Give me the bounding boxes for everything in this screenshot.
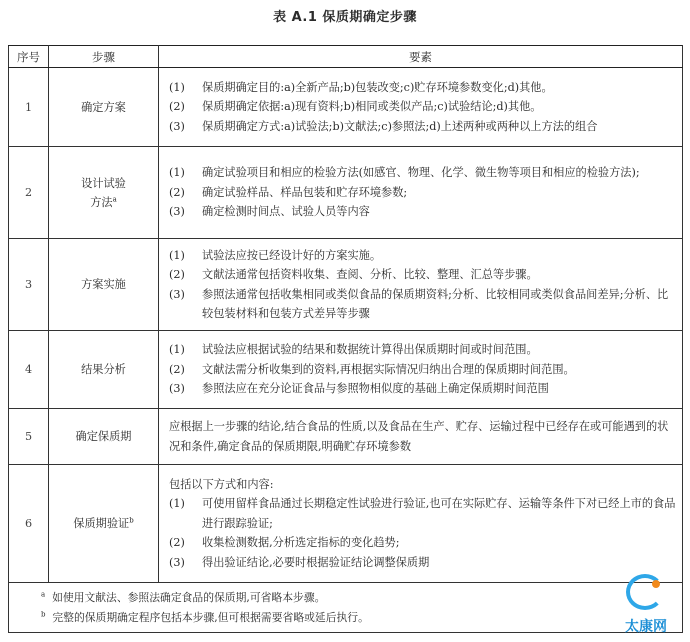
row-num: 3 [9,239,49,331]
watermark-text: 太康网 [625,619,667,635]
table-header-row [9,46,683,68]
row-requirements [159,409,683,465]
list-item: (3) 参照法应在充分论证食品与参照物相似度的基础上确定保质期时间范围 [169,382,549,396]
table-row [9,147,683,239]
list-item: (3) 保质期确定方式:a)试验法;b)文献法;c)参照法;d)上述两种或两种以上方法的组合 [169,119,598,133]
row-requirements [159,331,683,409]
header-num: 序号 [9,46,49,68]
list-item: (2) 文献法通常包括资料收集、查阅、分析、比较、整理、汇总等步骤。 [169,268,538,282]
table-row [9,68,683,147]
table-row [9,239,683,331]
paragraph: 包括以下方式和内容: [169,477,274,491]
row-step: 设计试验 方法$^a$ [49,147,159,239]
row-step: 结果分析 [49,331,159,409]
row-step: 方案实施 [49,239,159,331]
logo-ring-icon [626,574,664,610]
list-item: (3) 确定检测时间点、试验人员等内容 [169,205,370,219]
row-num: 5 [9,409,49,465]
list-item: (2) 确定试验样品、样品包装和贮存环境参数; [169,185,408,199]
footnotes-row [9,583,683,633]
table-row [9,331,683,409]
row-step: 保质期验证$^b$ [49,465,159,583]
header-req: 要素 [159,46,683,68]
row-num: 1 [9,68,49,147]
table-row [9,465,683,583]
list-item: (3) 得出验证结论,必要时根据验证结论调整保质期 [169,555,430,569]
row-num: 4 [9,331,49,409]
row-requirements [159,147,683,239]
list-item: (1) 确定试验项目和相应的检验方法(如感官、物理、化学、微生物等项目和相应的检验方法); [169,166,640,180]
paragraph: 应根据上一步骤的结论,结合食品的性质,以及食品在生产、贮存、运输过程中已经存在或可能遇到的状况和条件,确定食品的保质期限,明确贮存环境参数 [169,420,669,453]
list-item: (1) 保质期确定目的:a)全新产品;b)包装改变;c)贮存环境参数变化;d)其他。 [169,80,553,94]
footnotes [9,583,683,633]
row-requirements [159,239,683,331]
list-item: (1) 试验法应根据试验的结果和数据统计算得出保质期时间或时间范围。 [169,343,538,357]
row-requirements [159,465,683,583]
list-item: (1) 试验法应按已经设计好的方案实施。 [169,248,382,262]
list-item: (3) 参照法通常包括收集相同或类似食品的保质期资料;分析、比较相同或类似食品间差异;分析、比较包装材料和包装方式差异等步骤 [169,287,669,320]
footnote-mark: a [112,194,117,203]
watermark-logo [612,574,680,636]
footnote: $^a$ 如使用文献法、参照法确定食品的保质期,可省略本步骤。 [41,590,326,604]
shelf-life-steps-table [8,45,683,633]
footnote-mark: b [129,516,134,525]
row-num: 6 [9,465,49,583]
row-num: 2 [9,147,49,239]
list-item: (2) 保质期确定依据:a)现有资料;b)相同或类似产品;c)试验结论;d)其他。 [169,100,542,114]
row-step: 确定方案 [49,68,159,147]
row-requirements [159,68,683,147]
table-title: 表 A.1 保质期确定步骤 [273,10,417,25]
list-item: (1) 可使用留样食品通过长期稳定性试验进行验证,也可在实际贮存、运输等条件下对已经上市的食品进行跟踪验证; [169,497,676,530]
header-step: 步骤 [49,46,159,68]
list-item: (2) 收集检测数据,分析选定指标的变化趋势; [169,536,400,550]
footnote: $^b$ 完整的保质期确定程序包括本步骤,但可根据需要省略或延后执行。 [41,610,369,624]
list-item: (2) 文献法需分析收集到的资料,再根据实际情况归纳出合理的保质期时间范围。 [169,362,575,376]
table-row [9,409,683,465]
logo-dot-icon [652,580,660,588]
row-step: 确定保质期 [49,409,159,465]
